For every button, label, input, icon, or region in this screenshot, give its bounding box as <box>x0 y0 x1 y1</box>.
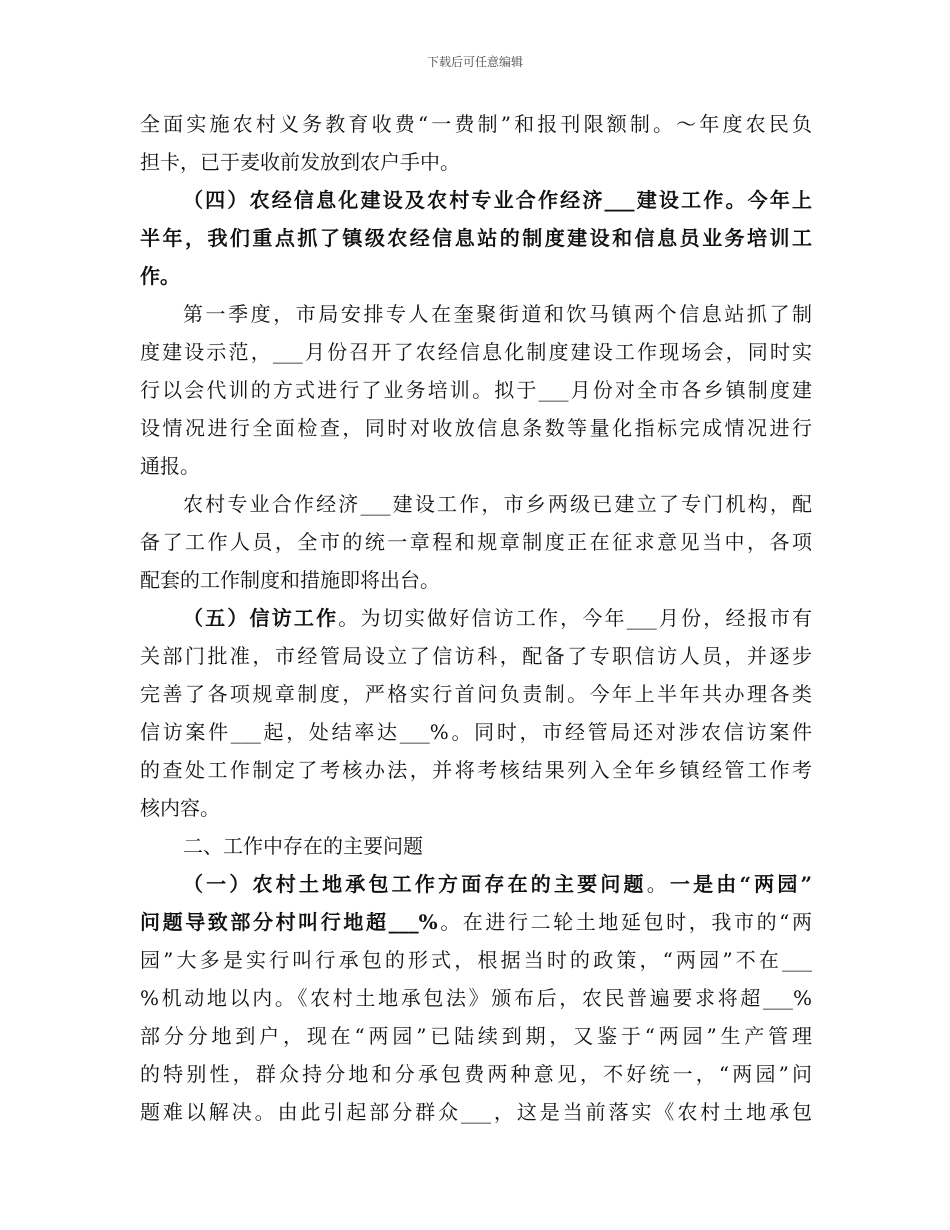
text-line <box>140 523 812 561</box>
text-segment: 的特别性，群众持分地和分承包费两种意见，不好统一，“两园”问 <box>140 1062 812 1086</box>
text-line <box>140 637 812 675</box>
text-segment: 信访案件___起，处结率达___%。同时，市经管局还对涉农信访案件 <box>140 720 812 744</box>
text-line <box>140 865 812 903</box>
bold-text-segment: （一）农村土地承包工作方面存在的主要问题 <box>183 872 647 896</box>
text-line <box>140 181 812 219</box>
text-line <box>140 599 812 637</box>
text-line <box>140 751 812 789</box>
text-segment: 配套的工作制度和措施即将出台。 <box>140 568 440 592</box>
text-segment: 农村专业合作经济___建设工作，市乡两级已建立了专门机构，配 <box>183 492 812 516</box>
text-segment: 全面实施农村义务教育收费“一费制”和报刊限额制。～年度农民负 <box>140 112 812 136</box>
text-segment: 完善了各项规章制度，严格实行首问负责制。今年上半年共办理各类 <box>140 682 812 706</box>
text-line <box>140 295 812 333</box>
text-line <box>140 561 812 599</box>
text-segment: 。在进行二轮土地延包时，我市的“两 <box>437 910 812 934</box>
text-line <box>140 219 812 257</box>
text-segment: 部分分地到户，现在“两园”已陆续到期，又鉴于“两园”生产管理 <box>140 1024 812 1048</box>
text-line <box>140 713 812 751</box>
text-segment: 二、工作中存在的主要问题 <box>183 834 423 858</box>
text-segment: 担卡，已于麦收前发放到农户手中。 <box>140 150 460 174</box>
text-line <box>140 1017 812 1055</box>
text-segment: %机动地以内。《农村土地承包法》颁布后，农民普遍要求将超___% <box>140 986 812 1010</box>
text-segment: 园”大多是实行叫行承包的形式，根据当时的政策，“两园”不在___ <box>140 948 812 972</box>
text-line <box>140 1055 812 1093</box>
text-segment: 关部门批准，市经管局设立了信访科，配备了专职信访人员，并逐步 <box>140 644 812 668</box>
text-line <box>140 143 812 181</box>
text-line <box>140 979 812 1017</box>
text-line <box>140 447 812 485</box>
text-line <box>140 333 812 371</box>
text-segment: 。为切实做好信访工作，今年___月份，经报市有 <box>338 606 813 630</box>
text-segment: 设情况进行全面检查，同时对收放信息条数等量化指标完成情况进行 <box>140 416 812 440</box>
bold-text-segment: 半年，我们重点抓了镇级农经信息站的制度建设和信息员业务培训工 <box>140 226 812 250</box>
text-line <box>140 941 812 979</box>
text-segment: 的查处工作制定了考核办法，并将考核结果列入全年乡镇经管工作考 <box>140 758 812 782</box>
text-segment: 通报。 <box>140 454 200 478</box>
bold-text-segment: 问题导致部分村叫行地超___% <box>140 910 438 934</box>
text-segment: 度建设示范，___月份召开了农经信息化制度建设工作现场会，同时实 <box>140 340 812 364</box>
text-line <box>140 371 812 409</box>
text-segment: 第一季度，市局安排专人在奎聚街道和饮马镇两个信息站抓了制 <box>183 302 812 326</box>
text-line <box>140 409 812 447</box>
text-line <box>140 105 812 143</box>
document-body <box>140 105 812 1131</box>
text-segment: 核内容。 <box>140 796 220 820</box>
bold-text-segment: （五）信访工作 <box>183 606 339 630</box>
bold-text-segment: 一是由“两园” <box>669 872 813 896</box>
text-segment: 备了工作人员，全市的统一章程和规章制度正在征求意见当中，各项 <box>140 530 812 554</box>
text-line <box>140 903 812 941</box>
text-line <box>140 827 812 865</box>
text-line <box>140 675 812 713</box>
text-segment: 题难以解决。由此引起部分群众___，这是当前落实《农村土地承包 <box>140 1100 812 1124</box>
page-header: 下载后可任意编辑 <box>426 55 523 69</box>
text-line <box>140 257 812 295</box>
bold-text-segment: 作。 <box>140 264 180 288</box>
text-line <box>140 1093 812 1131</box>
bold-text-segment: （四）农经信息化建设及农村专业合作经济___建设工作。今年上 <box>183 188 812 212</box>
text-line <box>140 789 812 827</box>
text-line <box>140 485 812 523</box>
text-segment: 行以会代训的方式进行了业务培训。拟于___月份对全市各乡镇制度建 <box>140 378 812 402</box>
text-segment: 。 <box>646 872 670 896</box>
